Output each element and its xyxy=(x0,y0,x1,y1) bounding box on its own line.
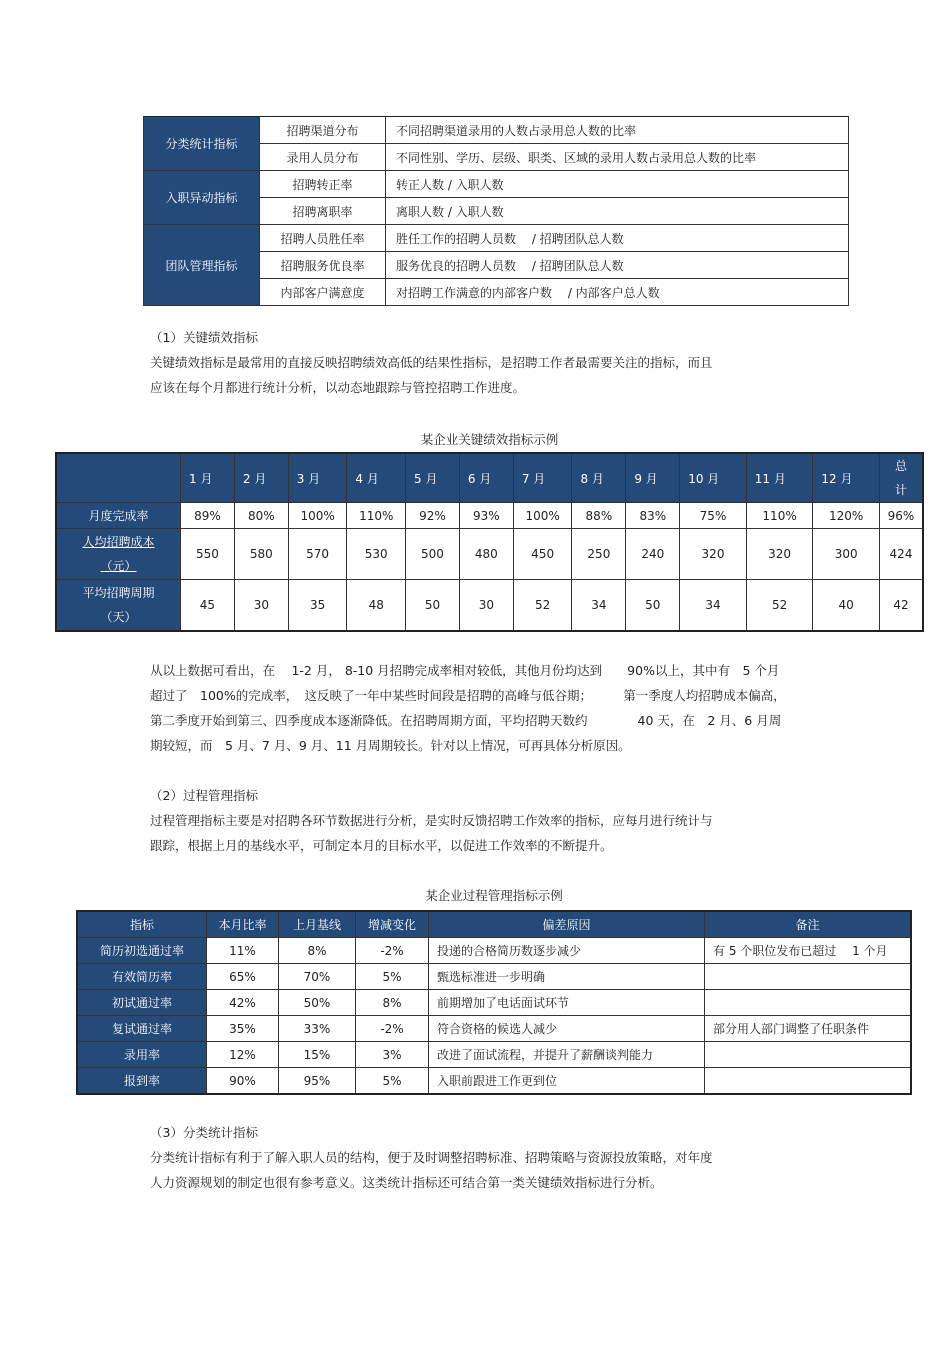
section-heading-kpi: （1）关键绩效指标 xyxy=(150,330,258,345)
month-header: 8 月 xyxy=(572,453,626,503)
reason-cell: 甄选标准进一步明确 xyxy=(429,964,705,990)
category-cell: 入职异动指标 xyxy=(144,171,260,225)
metric-cell: 报到率 xyxy=(77,1068,207,1095)
paragraph-line: 第二季度开始到第三、四季度成本逐渐降低。在招聘周期方面，平均招聘天数约 40 天，在 2 月、6 月周 xyxy=(150,713,782,728)
table-row xyxy=(144,171,849,198)
paragraph-line: 从以上数据可看出，在 1-2 月， 8-10 月招聘完成率相对较低，其他月份均达到 90%以上，其中有 5 个月 xyxy=(150,663,780,678)
table-row xyxy=(56,529,923,580)
reason-cell: 改进了面试流程，并提升了薪酬谈判能力 xyxy=(429,1042,705,1068)
data-cell: 34 xyxy=(572,580,626,631)
data-cell: 90% xyxy=(207,1068,279,1095)
data-cell: 8% xyxy=(279,938,356,964)
data-cell: 3% xyxy=(356,1042,429,1068)
note-cell: 部分用人部门调整了任职条件 xyxy=(705,1016,912,1042)
table-row xyxy=(144,225,849,252)
data-cell: 450 xyxy=(513,529,572,580)
total-header-line: 计 xyxy=(894,483,907,497)
table-row xyxy=(56,580,923,631)
note-cell xyxy=(705,1068,912,1095)
table-caption: 某企业过程管理指标示例 xyxy=(425,888,563,903)
indicator-name: 招聘离职率 xyxy=(260,198,386,225)
indicator-name: 招聘服务优良率 xyxy=(260,252,386,279)
total-cell: 96% xyxy=(880,503,924,529)
data-cell: 42% xyxy=(207,990,279,1016)
data-cell: 95% xyxy=(279,1068,356,1095)
data-cell: 80% xyxy=(234,503,288,529)
reason-cell: 前期增加了电话面试环节 xyxy=(429,990,705,1016)
data-cell: 500 xyxy=(406,529,460,580)
month-header: 3 月 xyxy=(288,453,347,503)
table-row xyxy=(144,117,849,144)
data-cell: 15% xyxy=(279,1042,356,1068)
table-row xyxy=(77,964,911,990)
data-cell: 11% xyxy=(207,938,279,964)
indicator-name: 录用人员分布 xyxy=(260,144,386,171)
note-cell xyxy=(705,990,912,1016)
data-cell: 65% xyxy=(207,964,279,990)
data-cell: 52 xyxy=(513,580,572,631)
month-header: 5 月 xyxy=(406,453,460,503)
row-label-line: （元） xyxy=(100,559,137,573)
data-cell: 240 xyxy=(626,529,680,580)
data-cell: 8% xyxy=(356,990,429,1016)
data-cell: 550 xyxy=(181,529,235,580)
kpi-table xyxy=(55,452,924,632)
data-cell: 250 xyxy=(572,529,626,580)
data-cell: 50 xyxy=(406,580,460,631)
data-cell: 35% xyxy=(207,1016,279,1042)
month-header: 2 月 xyxy=(234,453,288,503)
paragraph-line: 关键绩效指标是最常用的直接反映招聘绩效高低的结果性指标，是招聘工作者最需要关注的指标，而且 xyxy=(150,355,713,370)
reason-cell: 入职前跟进工作更到位 xyxy=(429,1068,705,1095)
indicator-desc: 离职人数 / 入职人数 xyxy=(386,198,849,225)
data-cell: 110% xyxy=(746,503,813,529)
month-header: 1 月 xyxy=(181,453,235,503)
row-label xyxy=(56,529,181,580)
row-label xyxy=(56,580,181,631)
paragraph-line: 跟踪，根据上月的基线水平，可制定本月的目标水平，以促进工作效率的不断提升。 xyxy=(150,838,613,853)
section-heading-process: （2）过程管理指标 xyxy=(150,788,258,803)
indicator-desc: 不同性别、学历、层级、职类、区域的录用人数占录用总人数的比率 xyxy=(386,144,849,171)
month-header: 9 月 xyxy=(626,453,680,503)
indicator-category-table xyxy=(143,116,849,306)
section-heading-category: （3）分类统计指标 xyxy=(150,1125,258,1140)
data-cell: 530 xyxy=(347,529,406,580)
data-cell: 70% xyxy=(279,964,356,990)
row-label-line: （天） xyxy=(100,609,137,624)
data-cell: 580 xyxy=(234,529,288,580)
month-header: 11 月 xyxy=(746,453,813,503)
month-header: 4 月 xyxy=(347,453,406,503)
data-cell: -2% xyxy=(356,1016,429,1042)
column-header: 指标 xyxy=(77,911,207,938)
data-cell: 83% xyxy=(626,503,680,529)
indicator-name: 内部客户满意度 xyxy=(260,279,386,306)
note-cell xyxy=(705,964,912,990)
table-row xyxy=(77,1042,911,1068)
reason-cell: 符合资格的候选人减少 xyxy=(429,1016,705,1042)
indicator-name: 招聘人员胜任率 xyxy=(260,225,386,252)
data-cell: 570 xyxy=(288,529,347,580)
note-cell: 有 5 个职位发布已超过 1 个月 xyxy=(705,938,912,964)
data-cell: 48 xyxy=(347,580,406,631)
metric-cell: 有效简历率 xyxy=(77,964,207,990)
category-cell: 分类统计指标 xyxy=(144,117,260,171)
data-cell: 89% xyxy=(181,503,235,529)
paragraph-line: 人力资源规划的制定也很有参考意义。这类统计指标还可结合第一类关键绩效指标进行分析。 xyxy=(150,1175,663,1190)
process-table xyxy=(76,910,912,1095)
total-header xyxy=(880,453,924,503)
indicator-desc: 对招聘工作满意的内部客户数 / 内部客户总人数 xyxy=(386,279,849,306)
data-cell: 480 xyxy=(459,529,513,580)
data-cell: 110% xyxy=(347,503,406,529)
total-cell: 424 xyxy=(880,529,924,580)
data-cell: 100% xyxy=(288,503,347,529)
data-cell: 30 xyxy=(234,580,288,631)
data-cell: 75% xyxy=(680,503,747,529)
data-cell: 100% xyxy=(513,503,572,529)
month-header: 7 月 xyxy=(513,453,572,503)
total-header-line: 总 xyxy=(894,459,907,473)
note-cell xyxy=(705,1042,912,1068)
category-cell: 团队管理指标 xyxy=(144,225,260,306)
data-cell: 50 xyxy=(626,580,680,631)
reason-cell: 投递的合格简历数逐步减少 xyxy=(429,938,705,964)
table-header-row xyxy=(77,911,911,938)
column-header: 偏差原因 xyxy=(429,911,705,938)
data-cell: 45 xyxy=(181,580,235,631)
table-row xyxy=(77,938,911,964)
column-header: 备注 xyxy=(705,911,912,938)
table-header-row xyxy=(56,453,923,503)
data-cell: 120% xyxy=(813,503,880,529)
total-cell: 42 xyxy=(880,580,924,631)
data-cell: 300 xyxy=(813,529,880,580)
table-row xyxy=(77,1068,911,1095)
data-cell: 5% xyxy=(356,1068,429,1095)
indicator-desc: 胜任工作的招聘人员数 / 招聘团队总人数 xyxy=(386,225,849,252)
indicator-name: 招聘渠道分布 xyxy=(260,117,386,144)
paragraph-line: 分类统计指标有利于了解入职人员的结构，便于及时调整招聘标准、招聘策略与资源投放策略，对年度 xyxy=(150,1150,713,1165)
metric-cell: 初试通过率 xyxy=(77,990,207,1016)
data-cell: 40 xyxy=(813,580,880,631)
row-label-line: 平均招聘周期 xyxy=(82,585,155,600)
paragraph-line: 超过了 100%的完成率， 这反映了一年中某些时间段是招聘的高峰与低谷期； 第一季度人均招聘成本偏高， xyxy=(150,688,786,703)
column-header: 上月基线 xyxy=(279,911,356,938)
data-cell: -2% xyxy=(356,938,429,964)
indicator-name: 招聘转正率 xyxy=(260,171,386,198)
column-header: 增减变化 xyxy=(356,911,429,938)
row-label: 月度完成率 xyxy=(56,503,181,529)
data-cell: 93% xyxy=(459,503,513,529)
indicator-desc: 服务优良的招聘人员数 / 招聘团队总人数 xyxy=(386,252,849,279)
header-blank xyxy=(56,453,181,503)
data-cell: 320 xyxy=(746,529,813,580)
data-cell: 12% xyxy=(207,1042,279,1068)
data-cell: 88% xyxy=(572,503,626,529)
data-cell: 92% xyxy=(406,503,460,529)
month-header: 10 月 xyxy=(680,453,747,503)
column-header: 本月比率 xyxy=(207,911,279,938)
data-cell: 35 xyxy=(288,580,347,631)
table-caption: 某企业关键绩效指标示例 xyxy=(420,432,559,447)
month-header: 12 月 xyxy=(813,453,880,503)
data-cell: 33% xyxy=(279,1016,356,1042)
indicator-desc: 不同招聘渠道录用的人数占录用总人数的比率 xyxy=(386,117,849,144)
metric-cell: 复试通过率 xyxy=(77,1016,207,1042)
paragraph-line: 期较短，而 5 月、7 月、9 月、11 月周期较长。针对以上情况，可再具体分析原因。 xyxy=(150,738,631,753)
metric-cell: 简历初选通过率 xyxy=(77,938,207,964)
data-cell: 34 xyxy=(680,580,747,631)
month-header: 6 月 xyxy=(459,453,513,503)
data-cell: 52 xyxy=(746,580,813,631)
table-row xyxy=(56,503,923,529)
row-label-line: 人均招聘成本 xyxy=(82,535,155,549)
paragraph-line: 应该在每个月都进行统计分析，以动态地跟踪与管控招聘工作进度。 xyxy=(150,380,526,395)
data-cell: 320 xyxy=(680,529,747,580)
paragraph-line: 过程管理指标主要是对招聘各环节数据进行分析，是实时反馈招聘工作效率的指标，应每月进行统计与 xyxy=(150,813,713,828)
data-cell: 30 xyxy=(459,580,513,631)
data-cell: 50% xyxy=(279,990,356,1016)
metric-cell: 录用率 xyxy=(77,1042,207,1068)
data-cell: 5% xyxy=(356,964,429,990)
table-row xyxy=(77,1016,911,1042)
indicator-desc: 转正人数 / 入职人数 xyxy=(386,171,849,198)
table-row xyxy=(77,990,911,1016)
